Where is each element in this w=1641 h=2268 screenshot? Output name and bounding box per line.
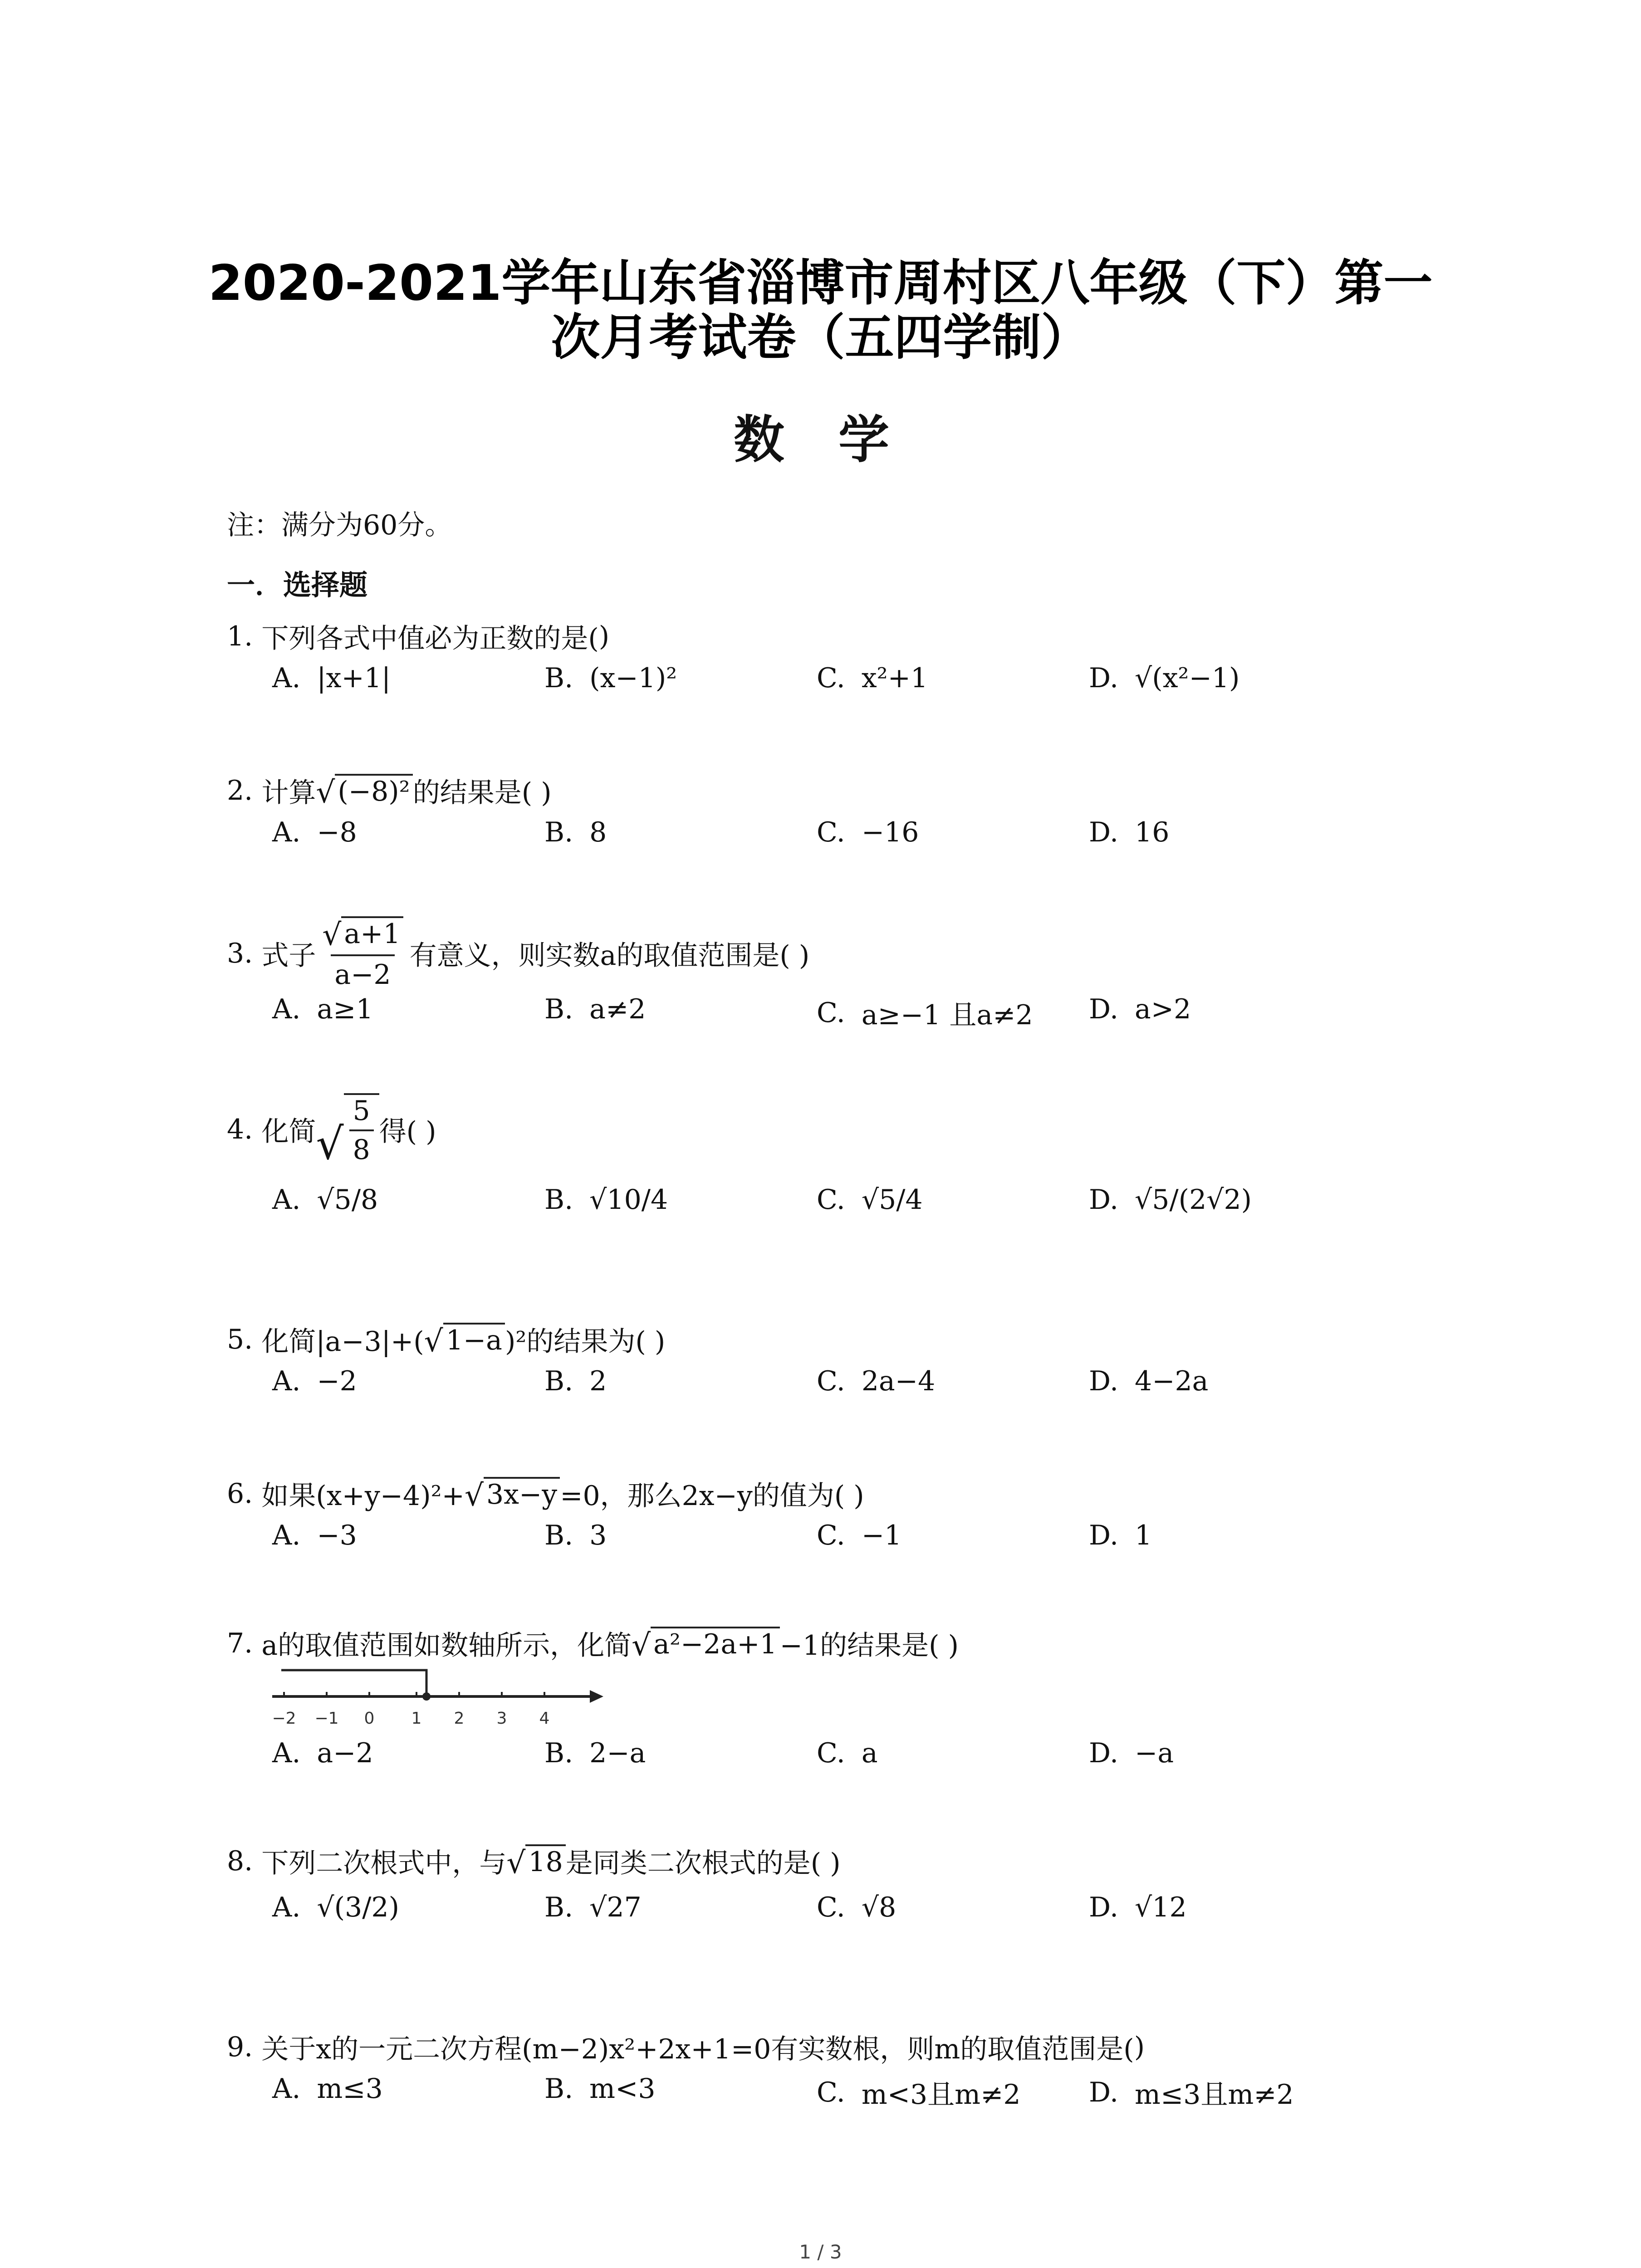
option-7-a[interactable]: A. a−2 bbox=[272, 1737, 373, 1769]
option-text: a−2 bbox=[317, 1737, 373, 1769]
question-number: 7. bbox=[227, 1628, 253, 1659]
question-text: 化简 bbox=[261, 1116, 316, 1148]
question-text-end: )²的结果为( ) bbox=[505, 1326, 666, 1358]
question-text: 关于x的一元二次方程(m−2)x²+2x+1=0有实数根，则m的取值范围是( bbox=[261, 2033, 1134, 2065]
tick-label: 2 bbox=[454, 1709, 465, 1728]
score-note: 注：满分为60分。 bbox=[227, 509, 452, 541]
option-text: 3 bbox=[589, 1520, 607, 1551]
option-1-d[interactable]: D. √(x²−1) bbox=[1089, 662, 1240, 694]
question-text: 下列二次根式中，与 bbox=[261, 1848, 507, 1879]
option-8-c[interactable]: C. √8 bbox=[817, 1892, 896, 1923]
option-text: √(x²−1) bbox=[1135, 662, 1240, 694]
option-3-c[interactable]: C. a≥−1 且a≠2 bbox=[817, 993, 1033, 1032]
sqrt-expression: √ 18 bbox=[506, 1844, 565, 1878]
question-text-end: 的结果是( ) bbox=[412, 777, 552, 809]
question-text: 如果(x+y−4)²+ bbox=[261, 1480, 465, 1512]
option-1-a[interactable]: A. |x+1| bbox=[272, 662, 391, 694]
option-text: −3 bbox=[317, 1520, 357, 1551]
option-text: √27 bbox=[589, 1892, 642, 1923]
option-4-d[interactable]: D. √5/(2√2) bbox=[1089, 1184, 1252, 1216]
question-text-end: ) bbox=[598, 621, 610, 652]
solid-point-at-1 bbox=[422, 1692, 431, 1701]
option-8-b[interactable]: B. √27 bbox=[544, 1892, 642, 1923]
question-number: 4. bbox=[227, 1114, 253, 1145]
option-text: 2−a bbox=[589, 1737, 646, 1769]
option-3-d[interactable]: D. a>2 bbox=[1089, 993, 1191, 1025]
question-text: a的取值范围如数轴所示，化简 bbox=[261, 1630, 632, 1662]
option-text: 1 bbox=[1135, 1520, 1152, 1551]
question-8 bbox=[227, 1842, 841, 1881]
option-2-a[interactable]: A. −8 bbox=[272, 816, 357, 848]
radicand: 18 bbox=[525, 1844, 565, 1878]
option-text: √5/8 bbox=[317, 1184, 378, 1216]
option-text: 4−2a bbox=[1135, 1365, 1209, 1397]
question-4 bbox=[227, 1093, 436, 1169]
option-text: x²+1 bbox=[861, 662, 928, 694]
option-1-b[interactable]: B. (x−1)² bbox=[544, 662, 677, 694]
option-9-a[interactable]: A. m≤3 bbox=[272, 2073, 383, 2105]
option-5-d[interactable]: D. 4−2a bbox=[1089, 1365, 1209, 1397]
option-7-c[interactable]: C. a bbox=[817, 1737, 878, 1769]
option-6-b[interactable]: B. 3 bbox=[544, 1520, 607, 1551]
option-5-b[interactable]: B. 2 bbox=[544, 1365, 607, 1397]
option-8-d[interactable]: D. √12 bbox=[1089, 1892, 1187, 1923]
numerator: 5 bbox=[353, 1095, 370, 1127]
title-line-2: 次月考试卷（五四学制） bbox=[551, 309, 1090, 366]
option-text: m≤3且m≠2 bbox=[1135, 2079, 1294, 2111]
option-text: m<3 bbox=[589, 2073, 656, 2105]
option-text: 2 bbox=[589, 1365, 607, 1397]
option-4-a[interactable]: A. √5/8 bbox=[272, 1184, 378, 1216]
question-2 bbox=[227, 771, 552, 810]
question-5 bbox=[227, 1320, 665, 1359]
option-text: |x+1| bbox=[317, 662, 391, 694]
option-text: a>2 bbox=[1135, 993, 1191, 1025]
tick-label: −2 bbox=[272, 1709, 296, 1728]
option-4-b[interactable]: B. √10/4 bbox=[544, 1184, 668, 1216]
question-1 bbox=[227, 617, 609, 656]
option-7-d[interactable]: D. −a bbox=[1089, 1737, 1174, 1769]
option-text: −16 bbox=[861, 816, 919, 848]
option-6-d[interactable]: D. 1 bbox=[1089, 1520, 1152, 1551]
option-text: m≤3 bbox=[317, 2073, 383, 2105]
option-text: a bbox=[861, 1737, 878, 1769]
question-text-end: =0，那么2x−y的值为( ) bbox=[560, 1480, 864, 1512]
title-line-1: 2020-2021学年山东省淄博市周村区八年级（下）第一 bbox=[208, 255, 1433, 312]
question-9 bbox=[227, 2028, 1145, 2067]
radicand: 3x−y bbox=[484, 1477, 560, 1510]
sqrt-expression: √ (−8)² bbox=[316, 774, 412, 807]
range-indicator bbox=[281, 1670, 426, 1696]
question-number: 1. bbox=[227, 621, 253, 652]
question-text-end: −1的结果是( ) bbox=[779, 1630, 959, 1662]
option-5-c[interactable]: C. 2a−4 bbox=[817, 1365, 936, 1397]
question-6 bbox=[227, 1474, 864, 1513]
tick-label: 4 bbox=[539, 1709, 550, 1728]
option-text: −2 bbox=[317, 1365, 357, 1397]
option-text: √(3/2) bbox=[317, 1892, 400, 1923]
radicand: a+1 bbox=[341, 916, 403, 950]
option-3-a[interactable]: A. a≥1 bbox=[272, 993, 373, 1025]
arrow-icon bbox=[590, 1690, 603, 1703]
question-number: 5. bbox=[227, 1324, 253, 1355]
option-text: 16 bbox=[1135, 816, 1170, 848]
option-text: m<3且m≠2 bbox=[861, 2079, 1021, 2111]
radicand: 1−a bbox=[443, 1323, 505, 1356]
tick-label: 0 bbox=[364, 1709, 375, 1728]
tick-label: 3 bbox=[496, 1709, 507, 1728]
question-number: 3. bbox=[227, 938, 253, 969]
option-text: √12 bbox=[1135, 1892, 1187, 1923]
question-number: 6. bbox=[227, 1478, 253, 1510]
question-number: 9. bbox=[227, 2031, 253, 2063]
question-3 bbox=[227, 916, 809, 991]
option-4-c[interactable]: C. √5/4 bbox=[817, 1184, 923, 1216]
option-9-b[interactable]: B. m<3 bbox=[544, 2073, 656, 2105]
option-9-c[interactable]: C. m<3且m≠2 bbox=[817, 2073, 1021, 2112]
option-text: −a bbox=[1135, 1737, 1174, 1769]
sqrt-expression: √ a²−2a+1 bbox=[632, 1627, 780, 1660]
option-text: −8 bbox=[317, 816, 357, 848]
option-6-a[interactable]: A. −3 bbox=[272, 1520, 357, 1551]
question-number: 8. bbox=[227, 1845, 253, 1877]
option-text: a≥1 bbox=[317, 993, 373, 1025]
option-text: a≥−1 且a≠2 bbox=[861, 999, 1033, 1031]
radicand: (−8)² bbox=[335, 774, 412, 807]
sqrt-expression: √ 3x−y bbox=[465, 1477, 560, 1510]
option-text: a≠2 bbox=[589, 993, 646, 1025]
fraction-expression: √ a+1 a−2 bbox=[318, 916, 407, 991]
option-text: 2a−4 bbox=[861, 1365, 936, 1397]
option-text: √5/4 bbox=[861, 1184, 923, 1216]
option-2-b[interactable]: B. 8 bbox=[544, 816, 607, 848]
option-5-a[interactable]: A. −2 bbox=[272, 1365, 357, 1397]
question-text: 下列各式中值必为正数的是( bbox=[261, 623, 599, 655]
option-9-d[interactable]: D. m≤3且m≠2 bbox=[1089, 2073, 1294, 2112]
tick-label: −1 bbox=[314, 1709, 339, 1728]
option-text: (x−1)² bbox=[589, 662, 677, 694]
page-number: 1 / 3 bbox=[799, 2241, 842, 2263]
denominator: a−2 bbox=[331, 954, 394, 991]
option-text: √8 bbox=[861, 1892, 896, 1923]
section-heading: 一．选择题 bbox=[227, 568, 368, 601]
question-text: 化简|a−3|+( bbox=[261, 1326, 424, 1358]
option-text: 8 bbox=[589, 816, 607, 848]
question-text-end: 有意义，则实数a的取值范围是( ) bbox=[409, 940, 810, 972]
question-text-end: ) bbox=[1134, 2031, 1145, 2063]
option-6-c[interactable]: C. −1 bbox=[817, 1520, 902, 1551]
option-text: √5/(2√2) bbox=[1135, 1184, 1252, 1216]
option-2-d[interactable]: D. 16 bbox=[1089, 816, 1170, 848]
sqrt-expression: √ 1−a bbox=[424, 1323, 505, 1356]
radicand: a²−2a+1 bbox=[651, 1627, 780, 1660]
question-text: 式子 bbox=[261, 940, 316, 972]
option-text: √10/4 bbox=[589, 1184, 668, 1216]
tick-label: 1 bbox=[411, 1709, 422, 1728]
option-1-c[interactable]: C. x²+1 bbox=[817, 662, 928, 694]
subject-title: 数 学 bbox=[734, 411, 907, 469]
question-text-end: 得( ) bbox=[379, 1116, 436, 1148]
option-8-a[interactable]: A. √(3/2) bbox=[272, 1892, 400, 1923]
question-text-end: 是同类二次根式的是( ) bbox=[565, 1848, 841, 1879]
sqrt-expression: √ $\frac{5}{8}$ bbox=[316, 1093, 379, 1166]
option-text: −1 bbox=[861, 1520, 902, 1551]
question-text: 计算 bbox=[261, 777, 316, 809]
number-line bbox=[268, 1656, 603, 1737]
option-7-b[interactable]: B. 2−a bbox=[544, 1737, 646, 1769]
option-2-c[interactable]: C. −16 bbox=[817, 816, 919, 848]
denominator: 8 bbox=[349, 1129, 374, 1166]
option-3-b[interactable]: B. a≠2 bbox=[544, 993, 646, 1025]
question-number: 2. bbox=[227, 775, 253, 807]
